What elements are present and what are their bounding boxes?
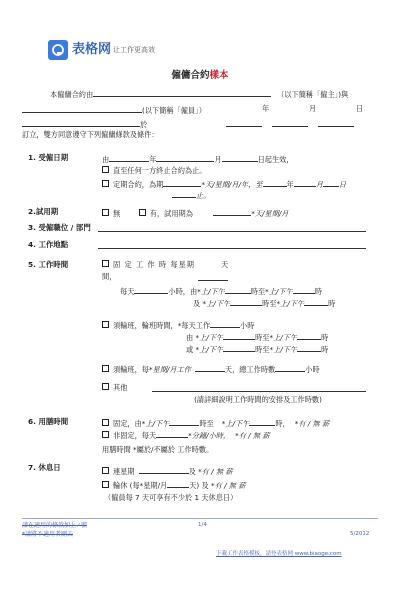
s5-shift-time-2: 或 *上/下午 時至*上/下午 時 [186,345,329,354]
s1-option-indefinite: 直至任何一方終止合約為止。 [102,166,206,176]
s2-none-checkbox[interactable] [102,209,109,216]
s5-rotation-checkbox[interactable] [102,365,109,372]
s1-option-fixed-term: 定期合約，為期 *天/星期/月/年，至 年 月 日 [102,178,346,190]
start-day-field[interactable] [222,153,258,162]
daily-hours-field[interactable] [134,285,168,294]
s2-has-checkbox[interactable] [139,209,146,216]
shift-hours-field[interactable] [210,319,240,328]
s6-fixed-checkbox[interactable] [102,419,109,426]
s5-daily-row-2: 及 *上/下午 時至*上/下午 時 [193,299,336,308]
intro-month-label: 月 [309,104,317,113]
footer-page-number: 1/4 [198,522,207,528]
rest-weekday-field[interactable] [139,465,189,474]
section-5-label: 5. 工作時間 [28,260,69,269]
s5-daily-row: 每天 小時，由*上/下午 時至*上/下午 時 [120,287,322,296]
intro-line-2: (以下簡稱「僱員」） [22,104,206,116]
section-3-label: 3. 受僱職位 / 部門 [28,223,91,232]
title-main: 僱傭合約 [171,70,210,81]
s7-rotation-checkbox[interactable] [102,481,109,488]
s7-weekly-row: 連星期 及 *有 / 無 薪 [102,465,233,477]
section-1-label: 1. 受僱日期 [28,153,69,162]
s5-other-row: 其他 [102,383,127,393]
s5-note: (請詳細說明工作時間的安排及工作時數) [194,395,322,404]
employee-name-field[interactable] [22,104,142,113]
sign-day-field[interactable] [318,126,354,127]
position-department-field[interactable] [98,231,366,232]
end-day-field[interactable] [323,178,339,187]
intro-line-4: 訂立，雙方同意遵守下列僱傭條款及條件： [22,130,159,139]
footer-note-delete: *請將不適用者刪去 [22,531,74,538]
section-2-label: 2.試用期 [28,207,59,216]
s5-shift-checkbox[interactable] [102,321,109,328]
intro-day-label: 日 [356,104,364,113]
footer-date: 5/2012 [350,531,370,537]
s1-start-row: 由 年 月 日起生效， [102,155,294,164]
s5-fixed-checkbox[interactable] [102,260,109,267]
s7-rotation-row: 輪休 (每*星期/月 天) 及 *有 / 無 薪 [102,479,245,491]
end-year-field[interactable] [263,178,287,187]
s6-fixed-row: 固定，由*上/下午 時至 *上/下午 時， *有 / 無 薪 [102,417,329,429]
daily-start-field[interactable] [225,285,251,294]
daily-start-2-field[interactable] [230,297,262,306]
s1-end-tail: 止。 [172,189,210,201]
work-days-per-week-field[interactable] [198,280,228,281]
shift-end-1-field[interactable] [297,331,321,340]
section-4-label: 4. 工作地點 [28,240,69,249]
section-7-label: 7. 休息日 [28,463,61,472]
s7-weekly-checkbox[interactable] [102,467,109,474]
s1-indefinite-checkbox[interactable] [102,166,109,173]
start-month-field[interactable] [156,153,214,162]
rest-days-field[interactable] [167,479,189,488]
intro-year-label: 年 [262,104,270,113]
end-extra-field[interactable] [172,189,196,198]
title-suffix: 樣本 [209,70,229,81]
intro-line-1: 本僱傭合約由 （以下簡稱「僱主」)與 [50,90,349,99]
s6-nonfixed-checkbox[interactable] [102,431,109,438]
s5-rotation-row: 須輪班，每*星期/月工作 天，總工作時數 小時 [102,363,320,375]
other-arrangement-field[interactable] [152,391,366,392]
s5-shift-time-1: 由 *上/下午 時至*上/下午 時 [186,333,329,342]
s5-other-checkbox[interactable] [102,383,109,390]
rotation-days-field[interactable] [195,363,225,372]
fixed-term-length-field[interactable] [163,178,201,187]
s6-note: 用膳時間 *屬於/不屬於 工作時數。 [102,445,214,454]
sign-year-field[interactable] [226,126,262,127]
s7-note: （僱員每 7 天可享有不少於 1 天休息日） [104,493,238,502]
s1-fixed-term-checkbox[interactable] [102,180,109,187]
sign-month-field[interactable] [272,126,308,127]
shift-start-2-field[interactable] [223,343,255,352]
footer-note-tick: 請在適用的條款加上✓號 [22,522,88,529]
brand-slogan: 让工作更高效 [113,46,155,54]
probation-length-field[interactable] [213,207,251,216]
employer-name-field[interactable] [93,88,271,97]
shift-start-1-field[interactable] [223,331,255,340]
shift-end-2-field[interactable] [297,343,321,352]
s5-fixed-row: 固 定 工 作 時 每星期 天 [102,260,228,270]
rotation-total-hours-field[interactable] [275,363,305,372]
footer-divider [22,518,378,519]
s5-shift-row: 須輪班，輪班時間，*每天工作 小時 [102,319,254,331]
footer-download-link[interactable]: 下載工作表格模板，請登表格网 www.biaoge.com [216,551,342,557]
end-month-field[interactable] [294,178,316,187]
brand-name: 表格网 [72,42,112,57]
s5-fixed-cont: 間， [102,272,117,281]
start-year-field[interactable] [109,153,149,162]
meal-start-field[interactable] [169,417,199,426]
daily-end-field[interactable] [293,285,315,294]
section-6-label: 6. 用膳時間 [28,417,69,426]
s2-probation-row: 無 有，試用期為 *天/星期/月 [102,207,288,219]
meal-duration-field[interactable] [156,429,188,438]
daily-end-2-field[interactable] [304,297,328,306]
meal-end-field[interactable] [249,417,275,426]
work-location-field[interactable] [98,248,366,249]
brand-logo-icon [48,40,68,60]
document-title [0,70,400,82]
s6-nonfixed-row: 非固定，每天 *分鐘/小時， *有 / 無 薪 [102,429,270,441]
intro-line-3: 於 [22,118,147,130]
signing-place-field[interactable] [22,118,140,127]
